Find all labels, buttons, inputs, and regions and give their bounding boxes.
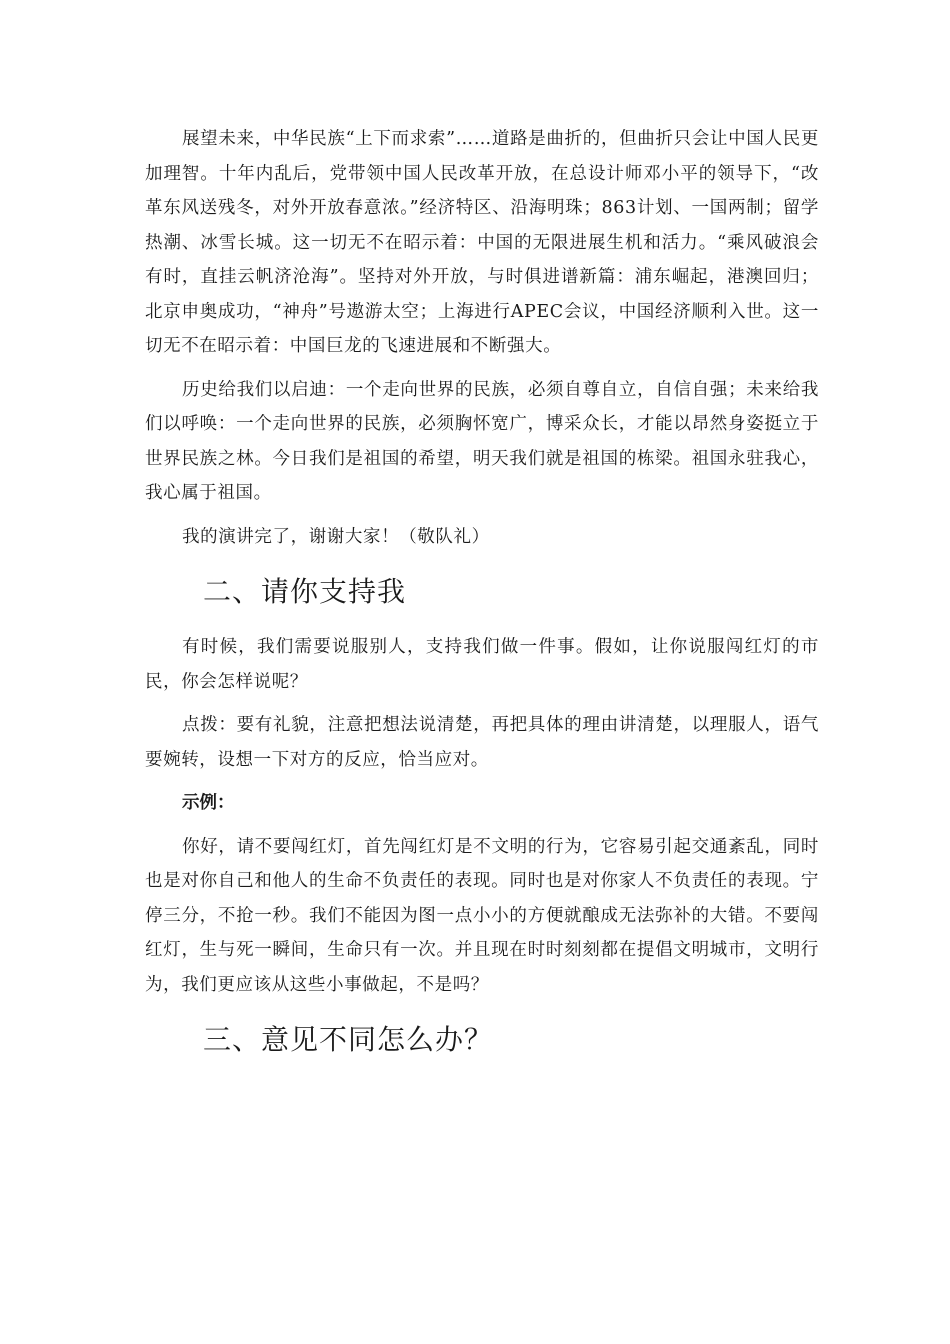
paragraph-future-outlook: 展望未来，中华民族“上下而求索”……道路是曲折的，但曲折只会让中国人民更加理智。十年内乱后，党带领中国人民改革开放，在总设计师邓小平的领导下，“改革东风送残冬，对外开放春意浓。”经济特区、沿海明珠；863计划、一国两制；留学热潮、冰雪长城。这一切无不在昭示着：中国的无限进展生机和活力。“乘风破浪会有时，直挂云帆济沧海”。坚持对外开放，与时俱进谱新篇：浦东崛起，港澳回归；北京申奥成功，“神舟”号遨游太空；上海进行APEC会议，中国经济顺利入世。这一切无不在昭示着：中国巨龙的飞速进展和不断强大。 [145, 129, 819, 356]
paragraph-history-inspiration: 历史给我们以启迪：一个走向世界的民族，必须自尊自立，自信自强；未来给我们以呼唤：一个走向世界的民族，必须胸怀宽广，博采众长，才能以昂然身姿挺立于世界民族之林。今日我们是祖国的希望，明天我们就是祖国的栋梁。祖国永驻我心，我心属于祖国。 [145, 379, 819, 503]
example-label: 示例： [182, 793, 235, 813]
document-body [145, 122, 819, 1060]
paragraph-section-2-example: 你好，请不要闯红灯，首先闯红灯是不文明的行为，它容易引起交通紊乱，同时也是对你自己和他人的生命不负责任的表现。同时也是对你家人不负责任的表现。宁停三分，不抢一秒。我们不能因为图一点小小的方便就酿成无法弥补的大错。不要闯红灯，生与死一瞬间，生命只有一次。并且现在时时刻刻都在提倡文明城市，文明行为，我们更应该从这些小事做起，不是吗？ [145, 836, 819, 995]
paragraph-section-2-intro: 有时候，我们需要说服别人，支持我们做一件事。假如，让你说服闯红灯的市民，你会怎样说呢？ [145, 637, 819, 692]
paragraph-section-2-tip: 点拨：要有礼貌，注意把想法说清楚，再把具体的理由讲清楚，以理服人，语气要婉转，设想一下对方的反应，恰当应对。 [145, 715, 819, 770]
section-heading-support-me: 二、请你支持我 [203, 575, 407, 608]
paragraph-speech-closing: 我的演讲完了，谢谢大家！（敬队礼） [182, 526, 490, 547]
section-heading-disagreement: 三、意见不同怎么办？ [203, 1023, 494, 1056]
